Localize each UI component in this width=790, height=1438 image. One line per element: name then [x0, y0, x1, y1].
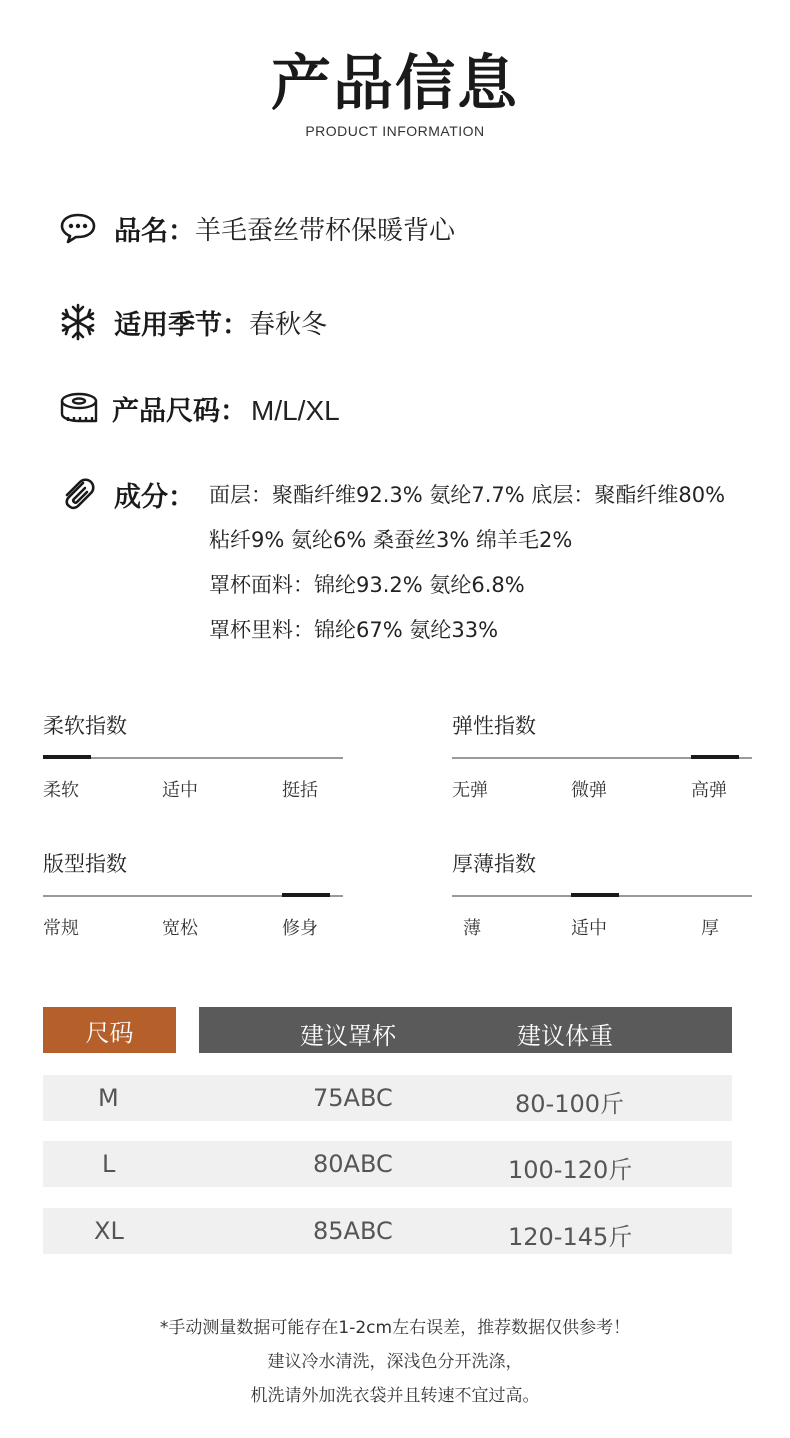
index-marker [571, 893, 619, 897]
index-option: 薄 [463, 918, 481, 939]
composition-label: 成分： [114, 481, 195, 513]
index-track [452, 757, 752, 759]
table-row [43, 1208, 732, 1254]
season-row [58, 302, 327, 342]
care-notes [0, 1314, 790, 1416]
index-marker [43, 755, 91, 759]
index-option: 柔软 [43, 780, 79, 801]
index-track [452, 895, 752, 897]
tape-measure-icon [58, 388, 100, 428]
cup-cell: 75ABC [313, 1084, 393, 1112]
index-title: 柔软指数 [43, 714, 127, 738]
size-table-header-size: 尺码 [43, 1007, 176, 1053]
index-option: 微弹 [571, 780, 607, 801]
composition-line: 粘纤9% 氨纶6% 桑蚕丝3% 绵羊毛2% [209, 528, 573, 552]
size-table-header [199, 1007, 732, 1053]
product-name-label: 品名： [114, 215, 195, 247]
index-option: 无弹 [452, 780, 488, 801]
size-cell: L [102, 1150, 116, 1178]
size-value: M/L/XL [251, 395, 340, 426]
index-title: 版型指数 [43, 852, 127, 876]
note-line: 建议冷水清洗，深浅色分开洗涤， [267, 1352, 523, 1372]
speech-bubble-icon [58, 208, 98, 248]
index-marker [691, 755, 739, 759]
size-table-header-cup: 建议罩杯 [300, 1022, 396, 1050]
index-option: 适中 [571, 918, 607, 939]
index-option: 常规 [43, 918, 79, 939]
size-label: 产品尺码： [112, 395, 247, 427]
size-row [58, 388, 340, 428]
composition-line: 罩杯面料：锦纶93.2% 氨纶6.8% [209, 573, 525, 597]
index-track [43, 757, 343, 759]
thickness-index [452, 848, 762, 939]
note-line: 机洗请外加洗衣袋并且转速不宜过高。 [250, 1386, 540, 1406]
index-option: 挺括 [282, 780, 318, 801]
weight-cell: 80-100斤 [515, 1090, 625, 1118]
index-option: 高弹 [691, 780, 727, 801]
composition-line: 罩杯里料：锦纶67% 氨纶33% [209, 618, 499, 642]
index-option: 宽松 [162, 918, 198, 939]
index-track [43, 895, 343, 897]
size-table-header-weight: 建议体重 [517, 1022, 613, 1050]
size-cell: M [98, 1084, 119, 1112]
index-title: 厚薄指数 [452, 852, 536, 876]
table-row [43, 1075, 732, 1121]
note-line: *手动测量数据可能存在1-2cm左右误差，推荐数据仅供参考！ [159, 1318, 631, 1338]
table-row [43, 1141, 732, 1187]
snowflake-icon [58, 302, 98, 342]
softness-index [43, 710, 353, 801]
weight-cell: 120-145斤 [508, 1223, 633, 1251]
index-option: 厚 [701, 918, 719, 939]
index-title: 弹性指数 [452, 714, 536, 738]
season-value: 春秋冬 [249, 309, 328, 340]
page-title: 产品信息 [271, 49, 519, 119]
product-name-row [58, 208, 455, 248]
composition-details [209, 480, 725, 660]
index-marker [282, 893, 330, 897]
composition-line: 面层：聚酯纤维92.3% 氨纶7.7% 底层：聚酯纤维80% [209, 483, 726, 507]
season-label: 适用季节： [114, 309, 249, 341]
composition-row [58, 474, 195, 514]
cup-cell: 80ABC [313, 1150, 393, 1178]
elasticity-index [452, 710, 762, 801]
index-option: 适中 [162, 780, 198, 801]
weight-cell: 100-120斤 [508, 1156, 633, 1184]
product-name-value: 羊毛蚕丝带杯保暖背心 [195, 215, 456, 246]
page-subtitle: PRODUCT INFORMATION [305, 123, 485, 139]
paperclip-icon [58, 474, 98, 514]
size-cell: XL [94, 1217, 124, 1245]
index-option: 修身 [282, 918, 318, 939]
fit-index [43, 848, 353, 939]
cup-cell: 85ABC [313, 1217, 393, 1245]
